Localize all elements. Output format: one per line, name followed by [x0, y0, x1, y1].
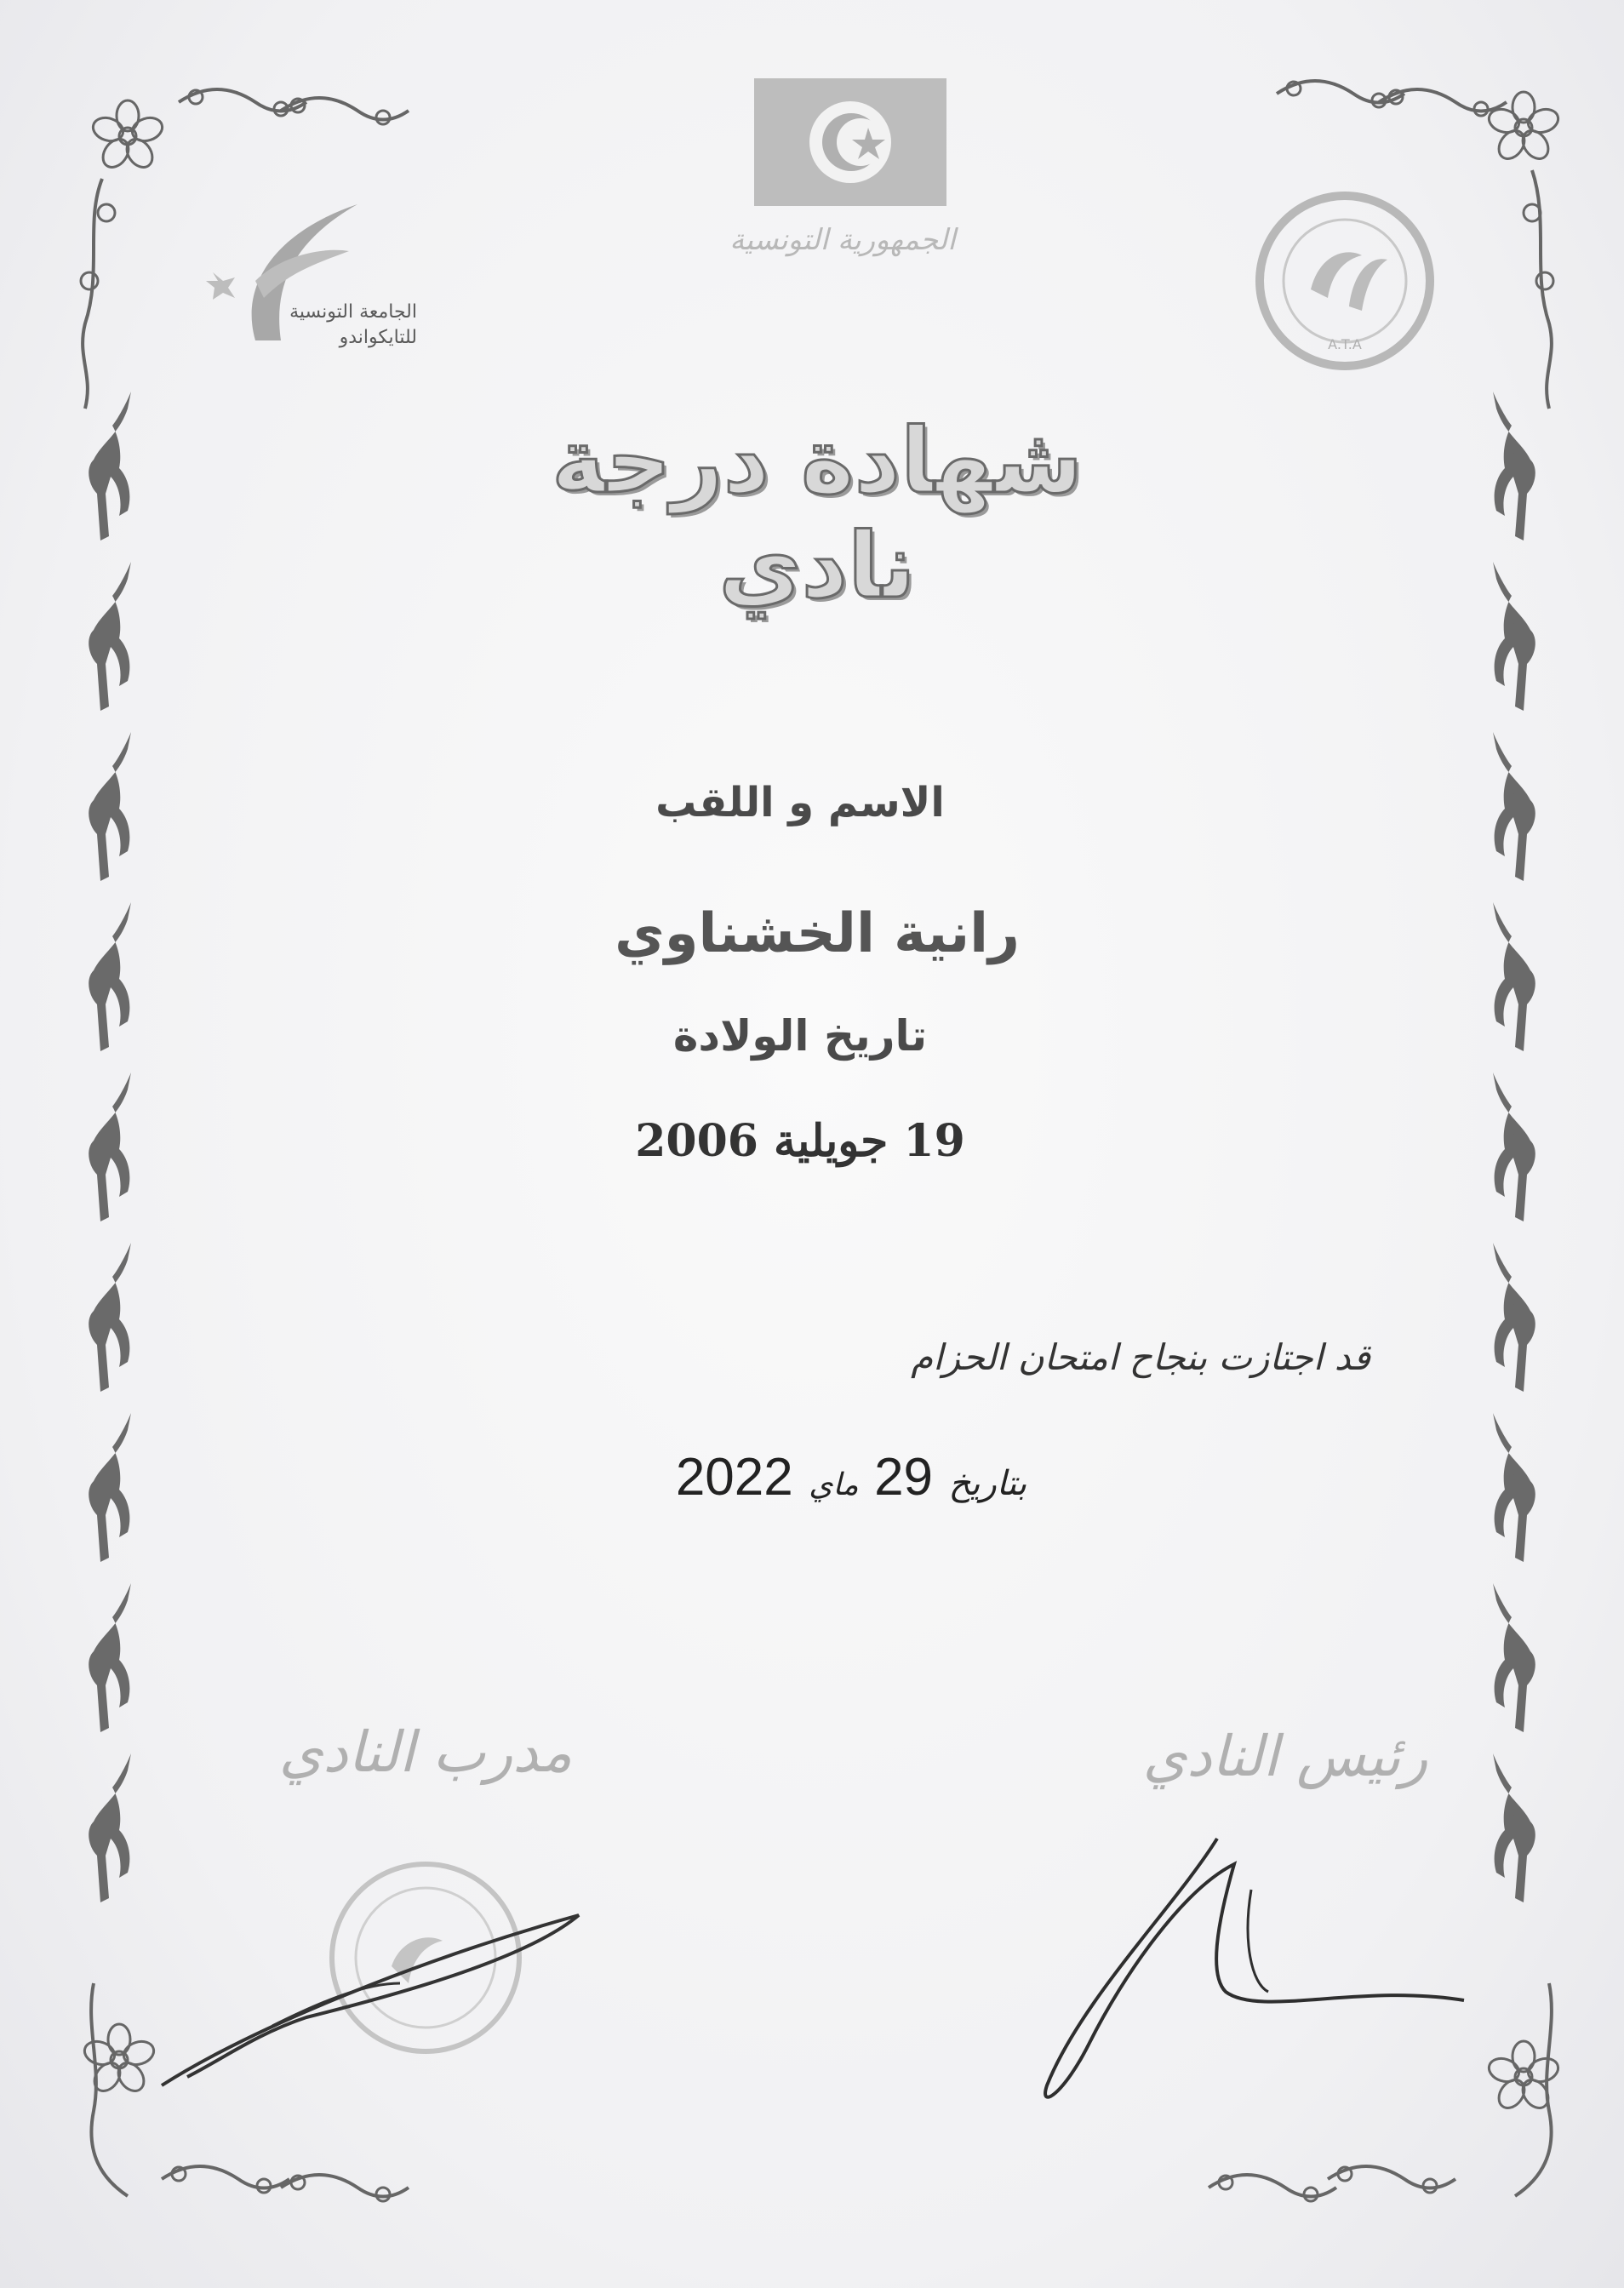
- tunisia-flag-icon: [754, 78, 946, 206]
- association-seal-icon: [1260, 196, 1430, 366]
- exam-date-prefix: بتاريخ: [948, 1464, 1027, 1503]
- certificate-title: شهادة درجة نادي: [552, 409, 1083, 618]
- exam-date-day: 29: [874, 1448, 934, 1507]
- coach-signature-label: مدرب النادي: [278, 1719, 573, 1785]
- seal-text: A.T.A: [1328, 336, 1362, 352]
- corner-ornament-bottom-right: [1209, 1983, 1561, 2201]
- name-value: رانية الخشناوي: [615, 902, 1020, 965]
- right-border-figures: [1493, 392, 1535, 1902]
- left-border-figures: [89, 392, 131, 1902]
- federation-logo-label: الجامعة التونسية للتايكواندو: [289, 301, 417, 348]
- president-signature: [1045, 1839, 1464, 2097]
- republic-label: الجمهورية التونسية: [729, 223, 956, 257]
- corner-ornament-bottom-left: [82, 1983, 409, 2201]
- birth-date-label: تاريخ الولادة: [672, 1011, 928, 1061]
- exam-passed-text: قد اجتازت بنجاح امتحان الحزام: [911, 1336, 1370, 1378]
- name-label: الاسم و اللقب: [655, 779, 945, 827]
- coach-stamp: [332, 1864, 519, 2051]
- birth-date-value: 19 جويلية 2006: [635, 1115, 965, 1167]
- exam-date-month: ماي: [809, 1467, 859, 1502]
- president-signature-label: رئيس النادي: [1142, 1724, 1428, 1789]
- corner-ornament-top-left: [81, 89, 409, 409]
- exam-date: [630, 1447, 1072, 1507]
- exam-date-year: 2022: [675, 1448, 793, 1507]
